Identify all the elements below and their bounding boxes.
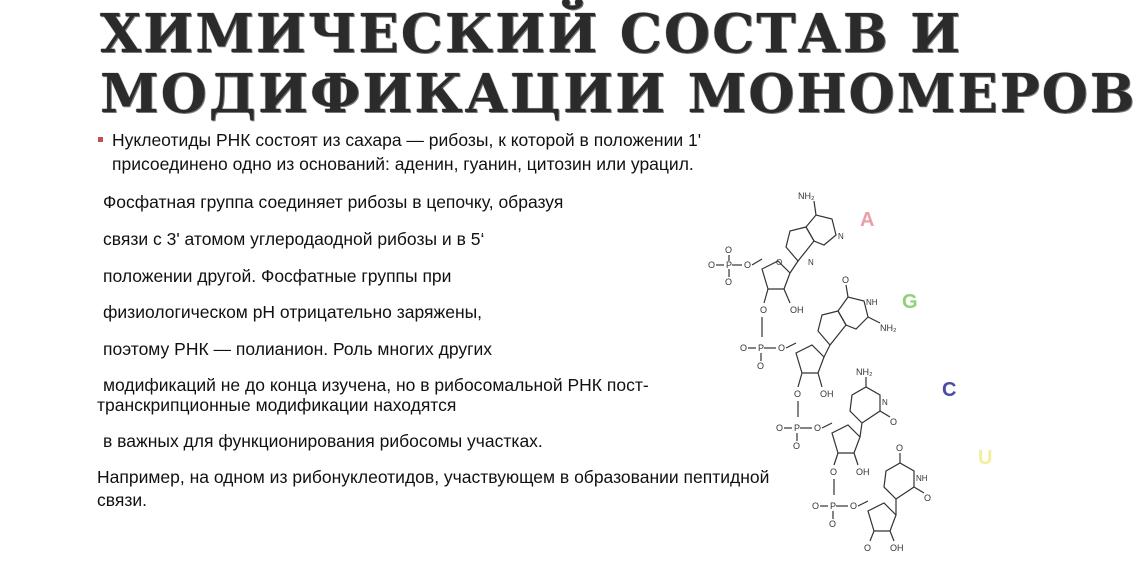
paragraph-line: транскрипционные модификации находятся [97, 395, 457, 415]
title-line-2: МОДИФИКАЦИИ МОНОМЕРОВ [100, 63, 1137, 125]
base-letter-u: U [978, 447, 993, 469]
phosphate-o-bottom: O [757, 361, 765, 371]
paragraph-line: Фосфатная группа соединяет рибозы в цепочку, образуя [103, 192, 564, 212]
ester-o-label: O [778, 343, 786, 353]
cytosine-n-label: N [882, 398, 888, 407]
phosphate-o-label: O [708, 260, 716, 270]
uracil-o-label: O [896, 443, 904, 453]
paragraph-line: в важных для функционирования рибосомы участках. [103, 431, 543, 451]
phosphate-o-label: O [776, 423, 784, 433]
adenine-nh2-label: NH₂ [798, 191, 815, 201]
oh-label: OH [856, 467, 870, 477]
phosphate-p-label: P [726, 260, 733, 270]
paragraph-line: Например, на одном из рибонуклеотидов, участвующем в образовании пептидной [97, 467, 770, 487]
ester-o-label: O [814, 423, 822, 433]
paragraph-line: положении другой. Фосфатные группы при [103, 266, 452, 286]
bullet-marker [98, 137, 103, 142]
phosphate-p-label: P [830, 501, 837, 511]
oh-label: OH [890, 543, 904, 553]
o-link-label: O [760, 305, 768, 315]
guanine-nucleotide [740, 275, 897, 417]
cytosine-o-label: O [890, 417, 898, 427]
bullet-text-line-2: присоединено одно из оснований: аденин, гуанин, цитозин или урацил. [112, 154, 694, 174]
phosphate-o-bottom: O [829, 519, 837, 529]
phosphate-o-label: O [812, 501, 820, 511]
bullet-text-line-1: Нуклеотиды РНК состоят из сахара — рибозы, к которой в положении 1' [112, 130, 702, 150]
phosphate-o-label: O [740, 343, 748, 353]
o-label: O [864, 543, 872, 553]
base-letter-a: A [860, 209, 875, 231]
o-link-label: O [794, 389, 802, 399]
rna-structure-svg [690, 185, 1020, 570]
guanine-nh-label: NH [866, 298, 878, 307]
paragraph-line: модификаций не до конца изучена, но в рибосомальной РНК пост- [103, 375, 649, 395]
paragraph-line: физиологическом рН отрицательно заряжены, [103, 302, 483, 322]
adenine-n-label-2: N [838, 232, 844, 241]
paragraph-line: связи. [97, 490, 147, 510]
cytosine-nucleotide [776, 367, 897, 495]
guanine-o-label: O [842, 275, 850, 285]
ester-o-label: O [744, 260, 752, 270]
base-letter-g: G [902, 291, 918, 313]
paragraph-line: поэтому РНК — полианион. Роль многих других [103, 339, 493, 359]
phosphate-p-label: P [758, 343, 765, 353]
ester-o-label: O [850, 501, 858, 511]
phosphate-o-bottom: O [793, 441, 801, 451]
guanine-nh2-label: NH₂ [880, 323, 897, 333]
o-link-label: O [830, 467, 838, 477]
phosphate-p-label: P [794, 423, 801, 433]
cytosine-nh2-label: NH₂ [856, 367, 873, 377]
title-line-1: ХИМИЧЕСКИЙ СОСТАВ И [100, 3, 963, 65]
uracil-nucleotide [812, 443, 931, 553]
oh-label: OH [820, 389, 834, 399]
uracil-nh-label: NH [916, 474, 928, 483]
phosphate-o-top: O [725, 245, 733, 255]
paragraph-line: связи с 3' атомом углеродаодной рибозы и в 5‘ [103, 229, 485, 249]
phosphate-o-bottom: O [725, 277, 733, 287]
rna-structure-diagram [690, 185, 1020, 570]
adenine-n-label: N [808, 258, 814, 267]
ring-o-label: O [776, 258, 783, 267]
base-letter-c: C [942, 379, 957, 401]
oh-label: OH [790, 305, 804, 315]
bullet-item [98, 128, 818, 176]
uracil-o-label-2: O [924, 493, 932, 503]
